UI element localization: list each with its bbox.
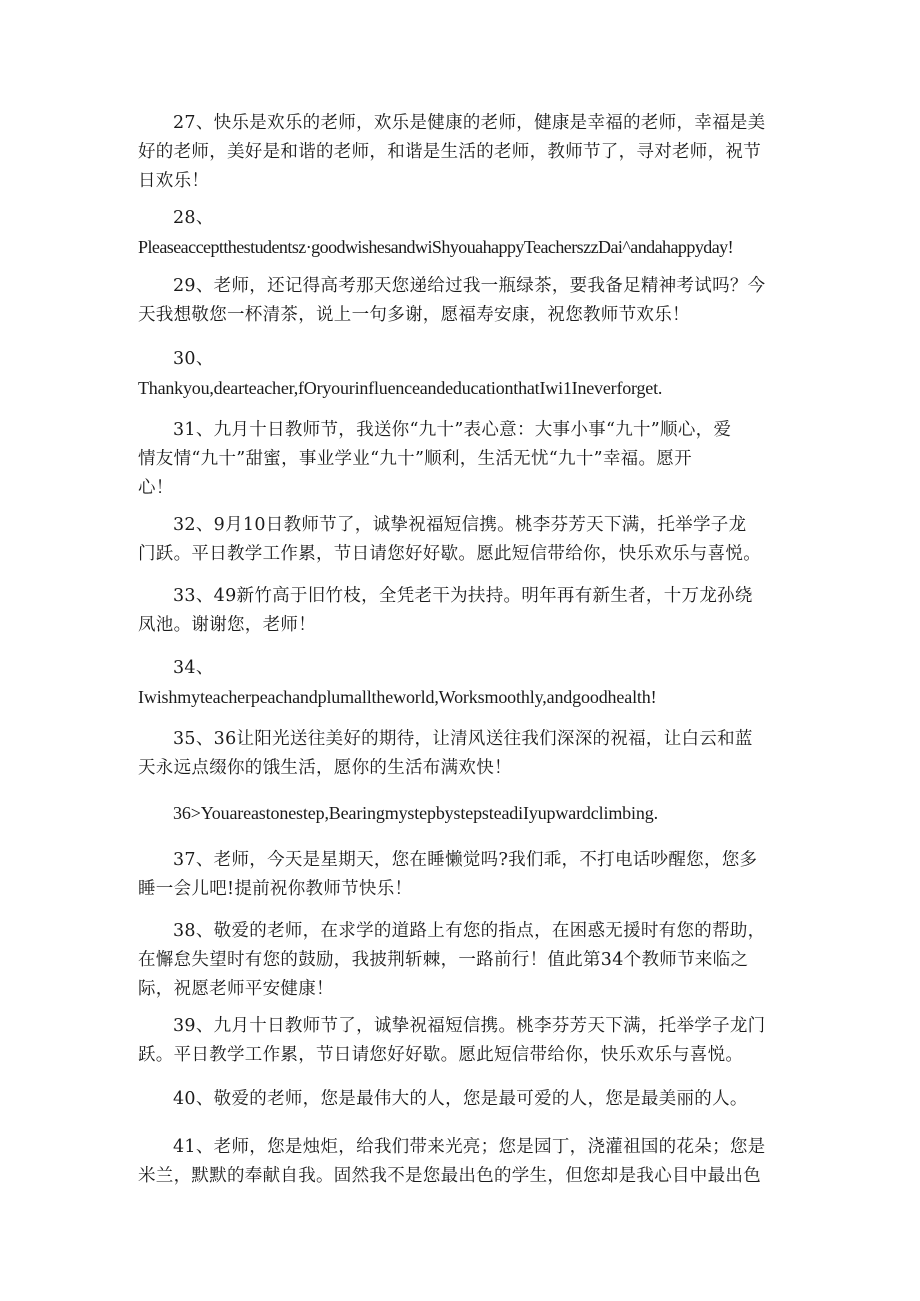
text-line: 情友情“九十”甜蜜，事业学业“九十”顺利，生活无忧“九十”幸福。愿开 bbox=[138, 449, 692, 469]
text-line: 32、9月10日教师节了，诚挚祝福短信携。桃李芬芳天下满，托举学子龙 bbox=[173, 515, 747, 535]
text-line: 30、 bbox=[173, 349, 214, 369]
text-line: 凤池。谢谢您，老师！ bbox=[138, 615, 316, 635]
paragraph-29 bbox=[138, 272, 790, 330]
text-line: 心！ bbox=[138, 478, 174, 498]
text-line: 39、九月十日教师节了，诚挚祝福短信携。桃李芬芳天下满，托举学子龙门 bbox=[173, 1016, 766, 1036]
text-line: 31、九月十日教师节，我送你“九十”表心意：大事小事“九十”顺心，爱 bbox=[173, 420, 732, 440]
text-line: Pleaseacceptthestudentsz·goodwishesandwiShyouahappyTeacherszzDai^andahappyday! bbox=[138, 237, 734, 257]
paragraph-27 bbox=[138, 109, 790, 196]
text-line: 40、敬爱的老师，您是最伟大的人，您是最可爱的人，您是最美丽的人。 bbox=[173, 1089, 748, 1109]
text-line: 跃。平日教学工作累，节日请您好好歇。愿此短信带给你，快乐欢乐与喜悦。 bbox=[138, 1045, 744, 1065]
paragraph-37 bbox=[138, 846, 790, 904]
text-line: 门跃。平日教学工作累，节日请您好好歇。愿此短信带给你，快乐欢乐与喜悦。 bbox=[138, 544, 761, 564]
paragraph-28 bbox=[138, 204, 790, 262]
paragraph-39 bbox=[138, 1012, 790, 1070]
text-line: 37、老师，今天是星期天，您在睡懒觉吗?我们乖，不打电话吵醒您，您多 bbox=[173, 850, 758, 870]
text-line: 27、快乐是欢乐的老师，欢乐是健康的老师，健康是幸福的老师，幸福是美 bbox=[173, 113, 766, 133]
paragraph-30 bbox=[138, 345, 790, 403]
text-line: 在懈怠失望时有您的鼓励，我披荆斩棘，一路前行！值此第34个教师节来临之 bbox=[138, 950, 749, 970]
text-line: 35、36让阳光送往美好的期待，让清风送往我们深深的祝福，让白云和蓝 bbox=[173, 729, 753, 749]
paragraph-40 bbox=[138, 1085, 790, 1114]
paragraph-41 bbox=[138, 1133, 790, 1191]
text-line: 36>Youareastonestep,BearingmystepbystepsteadiIyupwardclimbing. bbox=[173, 803, 658, 823]
text-line: 38、敬爱的老师，在求学的道路上有您的指点，在困惑无援时有您的帮助， bbox=[173, 921, 766, 941]
paragraph-32 bbox=[138, 511, 790, 569]
paragraph-31 bbox=[138, 416, 790, 503]
paragraph-36 bbox=[138, 799, 790, 828]
text-line: 28、 bbox=[173, 208, 214, 228]
text-line: 好的老师，美好是和谐的老师，和谐是生活的老师，教师节了，寻对老师，祝节 bbox=[138, 142, 761, 162]
paragraph-33 bbox=[138, 582, 790, 640]
text-line: 29、老师，还记得高考那天您递给过我一瓶绿茶，要我备足精神考试吗？今 bbox=[173, 276, 766, 296]
text-line: 33、49新竹高于旧竹枝，全凭老干为扶持。明年再有新生者，十万龙孙绕 bbox=[173, 586, 753, 606]
text-line: 41、老师，您是烛炬，给我们带来光亮；您是园丁，浇灌祖国的花朵；您是 bbox=[173, 1137, 766, 1157]
text-line: Iwishmyteacherpeachandplumalltheworld,Worksmoothly,andgoodhealth! bbox=[138, 687, 657, 707]
text-line: 34、 bbox=[173, 658, 214, 678]
text-line: 天永远点缀你的饿生活，愿你的生活布满欢快！ bbox=[138, 758, 512, 778]
text-line: 天我想敬您一杯清茶，说上一句多谢，愿福寿安康，祝您教师节欢乐！ bbox=[138, 305, 690, 325]
text-line: 米兰，默默的奉献自我。固然我不是您最出色的学生，但您却是我心目中最出色 bbox=[138, 1166, 761, 1186]
text-line: Thankyou,dearteacher,fOryourinfluenceandeducationthatIwi1Ineverforget. bbox=[138, 378, 663, 398]
paragraph-35 bbox=[138, 725, 790, 783]
text-line: 睡一会儿吧!提前祝你教师节快乐！ bbox=[138, 879, 413, 899]
paragraph-34 bbox=[138, 654, 790, 712]
text-line: 日欢乐！ bbox=[138, 171, 210, 191]
paragraph-38 bbox=[138, 917, 790, 1004]
text-line: 际，祝愿老师平安健康！ bbox=[138, 979, 334, 999]
